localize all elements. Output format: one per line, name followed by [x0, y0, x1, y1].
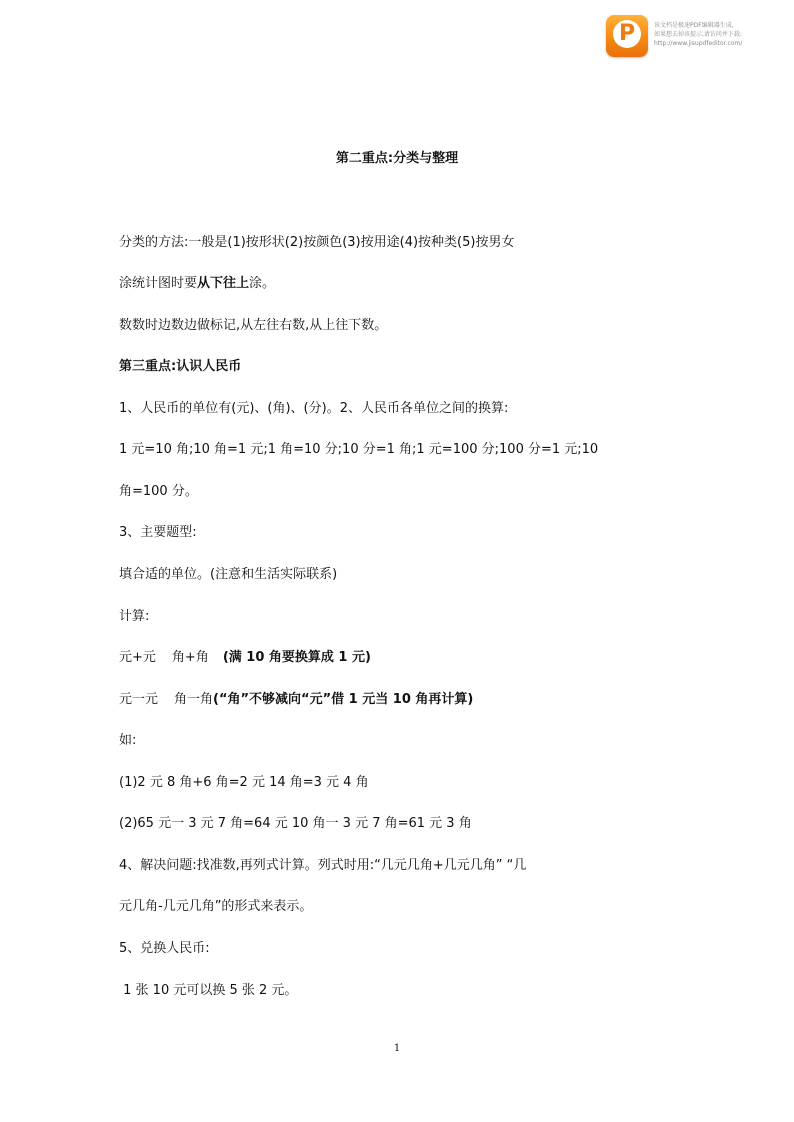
- pdf-editor-logo-icon: [606, 15, 648, 57]
- section-title: 第二重点:分类与整理: [335, 151, 459, 166]
- fill-units-item: 填合适的单位。(注意和生活实际联系): [119, 567, 338, 582]
- unit-conversion: 1 元=10 角;10 角=1 元;1 角=10 分;10 分=1 角;1 元=100 分;100 分=1 元;10: [119, 442, 599, 457]
- exchange-heading: 5、兑换人民币:: [119, 941, 210, 956]
- addition-jiao: 角+角: [171, 650, 209, 665]
- classification-methods: 分类的方法:一般是(1)按形状(2)按颜色(3)按用途(4)按种类(5)按男女: [119, 235, 515, 250]
- tip-text-a: 涂统计图时要: [119, 276, 198, 291]
- subtraction-yuan: 元一元: [119, 692, 159, 707]
- watermark-line-3: http://www.jisupdfeditor.com/: [654, 40, 743, 47]
- subtraction-rule: [119, 691, 473, 709]
- tip-text-c: 涂。: [249, 276, 276, 291]
- subtraction-note: (“角”不够减向“元”借 1 元当 10 角再计算): [213, 692, 474, 707]
- addition-rule: [119, 649, 371, 667]
- example-1: (1)2 元 8 角+6 角=2 元 14 角=3 元 4 角: [119, 775, 369, 790]
- watermark-line-2: 如果想去掉该提示,请访问并下载:: [654, 31, 742, 38]
- watermark-text: [654, 21, 790, 48]
- problem-solving: 4、解决问题:找准数,再列式计算。列式时用:“几元几角+几元几角” “几: [119, 858, 527, 873]
- example-2: (2)65 元一 3 元 7 角=64 元 10 角一 3 元 7 角=61 元 3 角: [119, 816, 472, 831]
- addition-yuan: 元+元: [119, 650, 156, 665]
- logo-letter: P: [618, 21, 636, 46]
- unit-conversion-cont: 角=100 分。: [119, 484, 198, 499]
- tip-emphasis: 从下往上: [197, 276, 250, 291]
- page-number: 1: [393, 1043, 401, 1054]
- subtraction-jiao: 角一角: [174, 692, 214, 707]
- problem-solving-cont: 元几角-几元几角”的形式来表示。: [119, 899, 313, 914]
- chart-coloring-tip: [119, 275, 275, 293]
- rmb-units: 1、人民币的单位有(元)、(角)、(分)。2、人民币各单位之间的换算:: [119, 401, 509, 416]
- counting-tip: 数数时边数边做标记,从左往右数,从上往下数。: [119, 318, 388, 333]
- addition-note: (满 10 角要换算成 1 元): [222, 650, 371, 665]
- watermark-line-1: 该文档是极速PDF编辑器生成,: [654, 22, 734, 29]
- example-label: 如:: [119, 733, 137, 748]
- exchange-example: 1 张 10 元可以换 5 张 2 元。: [119, 983, 298, 998]
- calculation-label: 计算:: [119, 609, 150, 624]
- question-types-heading: 3、主要题型:: [119, 525, 197, 540]
- section-heading-rmb: 第三重点:认识人民币: [119, 359, 242, 374]
